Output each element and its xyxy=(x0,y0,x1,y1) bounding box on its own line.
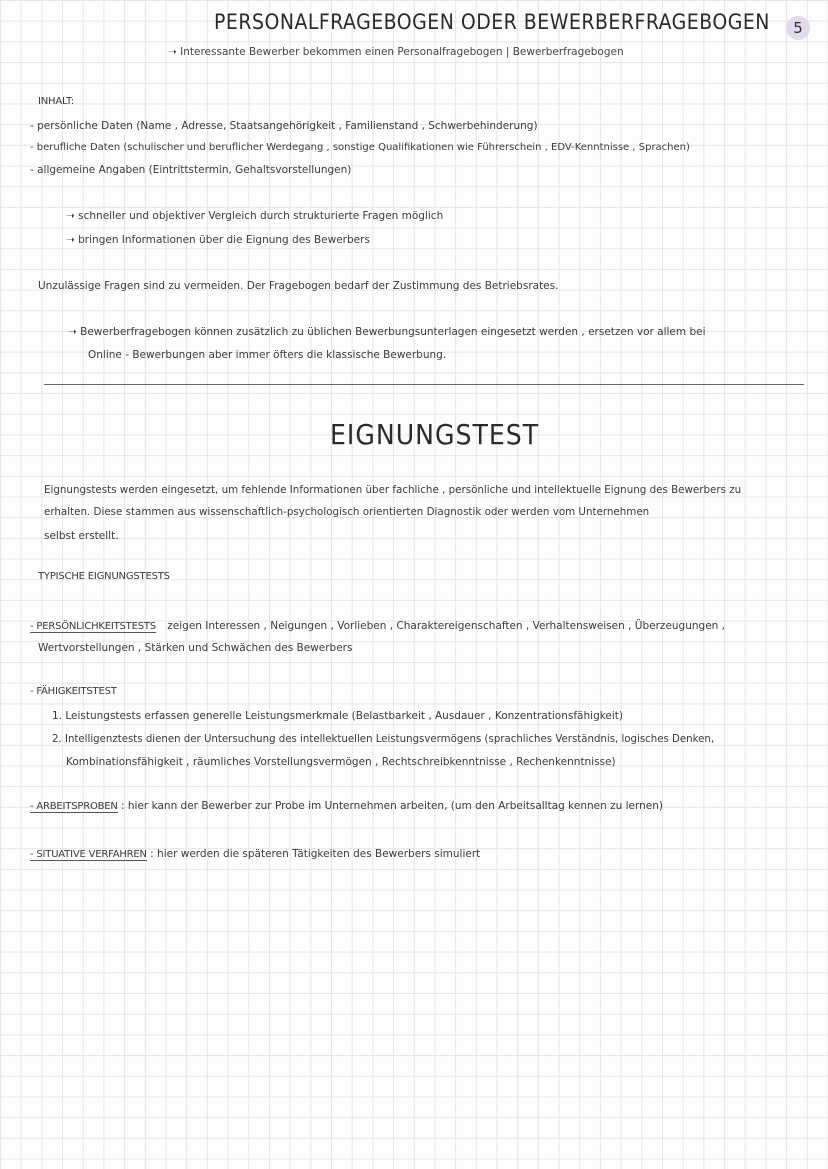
persoenlichkeit-text-1: zeigen Interessen , Neigungen , Vorlieben , Charaktereigenschaften , Verhaltensweisen , Überzeugungen , xyxy=(167,620,725,632)
section2-title: EIGNUNGSTEST xyxy=(330,418,540,451)
arbeitsproben-label: - ARBEITSPROBEN xyxy=(30,801,118,812)
inhalt-heading: INHALT: xyxy=(38,96,74,107)
inhalt-item-1: - persönliche Daten (Name , Adresse, Staatsangehörigkeit , Familienstand , Schwerbehinderung) xyxy=(30,120,538,132)
eignung-intro-line-3: selbst erstellt. xyxy=(44,530,119,542)
persoenlichkeit-label: - PERSÖNLICHKEITSTESTS xyxy=(30,621,156,632)
section-divider xyxy=(44,384,804,385)
situative-label: - SITUATIVE VERFAHREN xyxy=(30,849,147,860)
persoenlichkeit-text-2: Wertvorstellungen , Stärken und Schwächen des Bewerbers xyxy=(38,642,353,654)
arrow-point-1: ➝ schneller und objektiver Vergleich durch strukturierte Fragen möglich xyxy=(66,210,444,222)
faehigkeit-item-1: 1. Leistungstests erfassen generelle Leistungsmerkmale (Belastbarkeit , Ausdauer , Konzentrationsfähigkeit) xyxy=(52,710,624,722)
section1-subtitle: ➝ Interessante Bewerber bekommen einen Personalfragebogen | Bewerberfragebogen xyxy=(168,46,624,58)
faehigkeit-item-2-line-1: 2. Intelligenztests dienen der Untersuchung des intellektuellen Leistungsvermögens (sprachliches Verständnis, logisches Denken, xyxy=(52,734,715,745)
page-number-badge: 5 xyxy=(786,16,810,40)
faehigkeit-item-2-line-2: Kombinationsfähigkeit , räumliches Vorstellungsvermögen , Rechtschreibkenntnisse , Rechenkenntnisse) xyxy=(66,756,616,768)
arrow-note-line-2: Online - Bewerbungen aber immer öfters die klassische Bewerbung. xyxy=(88,349,447,361)
arrow-point-2: ➝ bringen Informationen über die Eignung des Bewerbers xyxy=(66,234,370,246)
situative-text: : hier werden die späteren Tätigkeiten des Bewerbers simuliert xyxy=(150,848,481,860)
eignung-intro-line-2: erhalten. Diese stammen aus wissenschaftlich-psychologisch orientierten Diagnostik oder werden vom Unternehmen xyxy=(44,506,650,518)
inhalt-item-2: - berufliche Daten (schulischer und beruflicher Werdegang , sonstige Qualifikationen wie Führerschein , EDV-Kenntnisse , Sprachen) xyxy=(30,142,690,153)
faehigkeit-label: - FÄHIGKEITSTEST xyxy=(30,686,117,697)
eignung-intro-line-1: Eignungstests werden eingesetzt, um fehlende Informationen über fachliche , persönliche und intellektuelle Eignung des Bewerbers zu xyxy=(44,484,742,496)
inhalt-item-3: - allgemeine Angaben (Eintrittstermin, Gehaltsvorstellungen) xyxy=(30,164,352,176)
section1-title: PERSONALFRAGEBOGEN ODER BEWERBERFRAGEBOGEN xyxy=(214,10,770,34)
arbeitsproben-text: : hier kann der Bewerber zur Probe im Unternehmen arbeiten, (um den Arbeitsalltag kennen zu lernen) xyxy=(121,800,663,812)
section1-note: Unzulässige Fragen sind zu vermeiden. Der Fragebogen bedarf der Zustimmung des Betriebsrates. xyxy=(38,280,559,292)
arrow-note-line-1: ➝ Bewerberfragebogen können zusätzlich zu üblichen Bewerbungsunterlagen eingesetzt werden , ersetzen vor allem bei xyxy=(68,326,706,338)
typical-tests-heading: TYPISCHE EIGNUNGSTESTS xyxy=(38,571,170,582)
